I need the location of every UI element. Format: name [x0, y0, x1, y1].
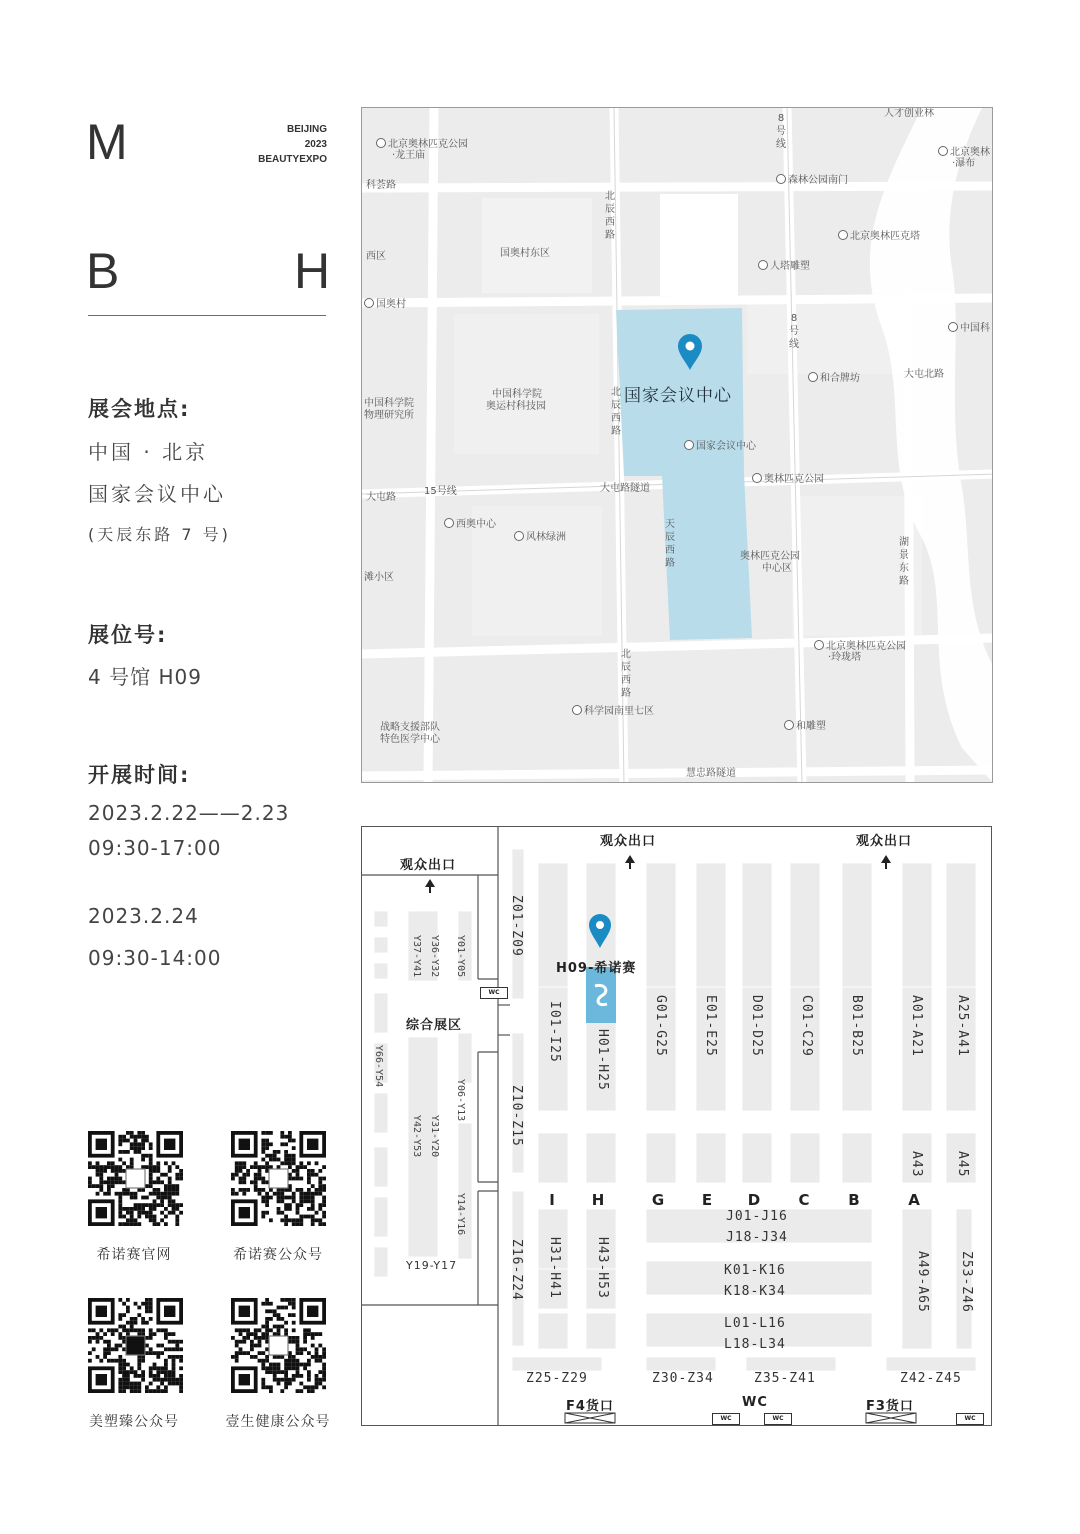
map-label: 中国科学院: [492, 389, 542, 400]
column-letter: C: [798, 1191, 810, 1209]
range-label: Y36-Y32: [429, 935, 440, 978]
booth-label: H09-希诺赛: [556, 961, 637, 976]
column-letter: E: [701, 1191, 713, 1209]
range-label: Y31-Y20: [429, 1115, 440, 1158]
map-poi: 北京奥林匹克公园: [376, 138, 468, 151]
map-poi: 森林公园南门: [776, 174, 848, 187]
range-label: G01-G25: [653, 995, 668, 1057]
booth-block: [374, 993, 388, 1033]
wc-marker-icon: WC: [956, 1413, 984, 1425]
qr-caption-meisuzhen: 美塑臻公众号: [89, 1414, 179, 1430]
booth-block: [902, 863, 932, 987]
booth-block: [512, 1357, 602, 1371]
map-metro-label: 8号线: [776, 113, 786, 150]
column-letter: A: [908, 1191, 920, 1209]
expo-tag-name: BEAUTYEXPO: [258, 154, 327, 165]
map-poi: 人塔雕塑: [758, 260, 810, 273]
qr-caption-yisheng: 壹生健康公众号: [225, 1414, 331, 1430]
f4-dock-label: F4货口: [566, 1399, 614, 1414]
booth-number: 4 号馆 H09: [88, 665, 202, 689]
booth-block: [696, 863, 726, 987]
qr-code-website[interactable]: [88, 1131, 183, 1226]
map-label: 奥运村科技园: [486, 401, 546, 412]
map-poi: 国家会议中心: [684, 440, 756, 453]
wc-marker-icon: WC: [712, 1413, 740, 1425]
wc-marker-icon: WC: [480, 987, 508, 999]
venue-address: (天辰东路 7 号): [88, 525, 231, 544]
range-label: B01-B25: [849, 995, 864, 1057]
booth-block: [746, 1357, 836, 1371]
booth-block: [842, 863, 872, 987]
qr-code-yisheng[interactable]: [231, 1298, 326, 1393]
exit-arrow-stem: [629, 862, 631, 869]
qr-caption-website: 希诺赛官网: [96, 1247, 172, 1263]
map-label: 奥林匹克公园: [740, 551, 800, 562]
map-road-label: 大屯路隧道: [600, 483, 650, 494]
map-label: ·龙王庙: [392, 150, 426, 161]
map-label: 人才创业林: [884, 108, 934, 119]
range-label: Y06-Y13: [455, 1079, 466, 1122]
map-road-label: 大屯路: [366, 492, 396, 503]
booth-block: [586, 1313, 616, 1349]
map-label: 特色医学中心: [380, 734, 440, 745]
range-label: K01-K16: [724, 1263, 786, 1278]
booth-block: [646, 863, 676, 987]
logo-letter-m: M: [86, 114, 128, 170]
time-heading: 开展时间:: [88, 763, 191, 787]
venue-name: 国家会议中心: [88, 482, 226, 506]
map-label: 中国科学院: [364, 398, 414, 409]
booth-block: [696, 1133, 726, 1183]
date-2: 2023.2.24: [88, 904, 199, 928]
exit-label-center: 观众出口: [600, 834, 657, 849]
logo-letter-b: B: [86, 243, 120, 299]
booth-block: [538, 1133, 568, 1183]
map-venue-label: 国家会议中心: [624, 386, 732, 406]
range-label: D01-D25: [749, 995, 764, 1057]
booth-block: [374, 911, 388, 927]
booth-block: [646, 1357, 716, 1371]
booth-block: [646, 1133, 676, 1183]
range-label: Z01-Z09: [509, 895, 524, 957]
map-poi: 中国科: [948, 322, 990, 335]
combined-area-label: 综合展区: [406, 1018, 463, 1033]
booth-block: [538, 1313, 568, 1349]
range-label: I01-I25: [547, 1001, 562, 1063]
logo-letter-h: H: [294, 243, 331, 299]
map-label: 物理研究所: [364, 410, 414, 421]
booth-block: [790, 863, 820, 987]
location-map[interactable]: [361, 107, 993, 783]
map-poi: 奥林匹克公园: [752, 473, 824, 486]
date-range-1: 2023.2.22——2.23: [88, 801, 290, 825]
wc-label: WC: [742, 1395, 768, 1410]
range-label: A49-A65: [915, 1251, 930, 1313]
booth-block: [374, 937, 388, 953]
map-label: ·瀑布: [952, 158, 976, 169]
range-label: Y66-Y54: [373, 1045, 384, 1088]
range-label: H01-H25: [595, 1029, 610, 1091]
booth-block: [374, 1247, 388, 1277]
map-poi: 北京奥林匹克公园: [814, 640, 906, 653]
map-road-label: 北辰西路: [621, 649, 631, 699]
map-label: 西区: [366, 251, 386, 262]
range-label: H31-H41: [547, 1237, 562, 1299]
range-label: A43: [909, 1151, 924, 1178]
range-label: Z16-Z24: [509, 1239, 524, 1301]
range-label: E01-E25: [703, 995, 718, 1057]
range-label: Y14-Y16: [455, 1193, 466, 1236]
loading-dock-icons: [565, 1413, 916, 1423]
map-poi: 和合牌坊: [808, 372, 860, 385]
map-roads: [362, 108, 993, 783]
map-road-label: 天辰西路: [665, 519, 675, 569]
booth-block: [374, 963, 388, 979]
expo-tag-year: 2023: [304, 139, 327, 150]
range-label: Y42-Y53: [411, 1115, 422, 1158]
expo-tag-city: BEIJING: [286, 124, 327, 135]
expo-tag: [230, 122, 327, 167]
map-road-label: 北辰西路: [611, 387, 621, 437]
map-label: 滩小区: [364, 572, 394, 583]
exit-arrow-stem: [429, 886, 431, 893]
map-poi: 风林绿洲: [514, 531, 566, 544]
map-poi: 西奥中心: [444, 518, 496, 531]
floor-plan[interactable]: [361, 826, 992, 1426]
booth-block: [458, 1033, 472, 1083]
qr-code-official-account[interactable]: [231, 1131, 326, 1226]
map-poi: 和雕塑: [784, 720, 826, 733]
map-poi: 北京奥林: [938, 146, 990, 159]
venue-heading: 展会地点:: [88, 397, 191, 421]
divider: [88, 315, 326, 316]
booth-heading: 展位号:: [88, 623, 168, 647]
booth-block: [374, 1093, 388, 1133]
booth-block: [946, 863, 976, 987]
map-road-label: 慧忠路隧道: [686, 768, 736, 779]
column-letter: H: [591, 1191, 605, 1209]
map-label: 中心区: [762, 563, 792, 574]
range-label: C01-C29: [799, 995, 814, 1057]
column-letter: B: [848, 1191, 860, 1209]
time-range-2: 09:30-14:00: [88, 946, 222, 970]
booth-block: [458, 1123, 472, 1259]
range-label: Y19-Y17: [406, 1259, 458, 1272]
booth-block: [790, 1133, 820, 1183]
booth-block: [742, 863, 772, 987]
range-label: A25-A41: [955, 995, 970, 1057]
range-label: A45: [955, 1151, 970, 1178]
map-metro-label: 8号线: [789, 313, 799, 350]
booth-block: [374, 1147, 388, 1187]
map-metro-label: 15号线: [424, 486, 457, 497]
range-label: Z10-Z15: [509, 1085, 524, 1147]
range-label: H43-H53: [595, 1237, 610, 1299]
qr-caption-official-account: 希诺赛公众号: [233, 1247, 323, 1263]
range-label: J01-J16: [726, 1209, 788, 1224]
range-label: L18-L34: [724, 1337, 786, 1352]
range-label: J18-J34: [726, 1230, 788, 1245]
range-label: Y37-Y41: [411, 935, 422, 978]
map-road-label: 北辰西路: [605, 191, 615, 241]
wc-marker-icon: WC: [764, 1413, 792, 1425]
range-label: L01-L16: [724, 1316, 786, 1331]
map-label: ·玲珑塔: [828, 652, 862, 663]
booth-block: [586, 1133, 616, 1183]
range-label: Y01-Y05: [455, 935, 466, 978]
qr-code-meisuzhen[interactable]: [88, 1298, 183, 1393]
range-label: K18-K34: [724, 1284, 786, 1299]
f3-dock-label: F3货口: [866, 1399, 914, 1414]
map-poi: 国奥村: [364, 298, 406, 311]
map-road-label: 湖景东路: [899, 537, 909, 587]
venue-city: 中国 · 北京: [88, 440, 209, 464]
booth-block: [374, 1197, 388, 1237]
map-road-label: 科荟路: [366, 180, 396, 191]
range-label: Z25-Z29: [526, 1371, 588, 1386]
range-label: Z42-Z45: [900, 1371, 962, 1386]
exit-label-right: 观众出口: [856, 834, 913, 849]
column-letter: I: [549, 1191, 555, 1209]
column-letter: G: [651, 1191, 665, 1209]
map-road-label: 大屯北路: [904, 369, 944, 380]
range-label: Z35-Z41: [754, 1371, 816, 1386]
floor-plan-drawing: [362, 827, 992, 1426]
booth-block: [842, 1133, 872, 1183]
range-label: Z30-Z34: [652, 1371, 714, 1386]
map-poi: 科学园南里七区: [572, 705, 654, 718]
time-range-1: 09:30-17:00: [88, 836, 222, 860]
exit-arrow-stem: [885, 862, 887, 869]
column-letter: D: [747, 1191, 761, 1209]
map-label: 国奥村东区: [500, 248, 550, 259]
booth-block: [886, 1357, 976, 1371]
map-poi: 北京奥林匹克塔: [838, 230, 920, 243]
range-label: Z53-Z46: [959, 1251, 974, 1313]
booth-block: [742, 1133, 772, 1183]
range-label: A01-A21: [909, 995, 924, 1057]
map-label: 战略支援部队: [380, 722, 440, 733]
exit-label-left: 观众出口: [400, 858, 457, 873]
